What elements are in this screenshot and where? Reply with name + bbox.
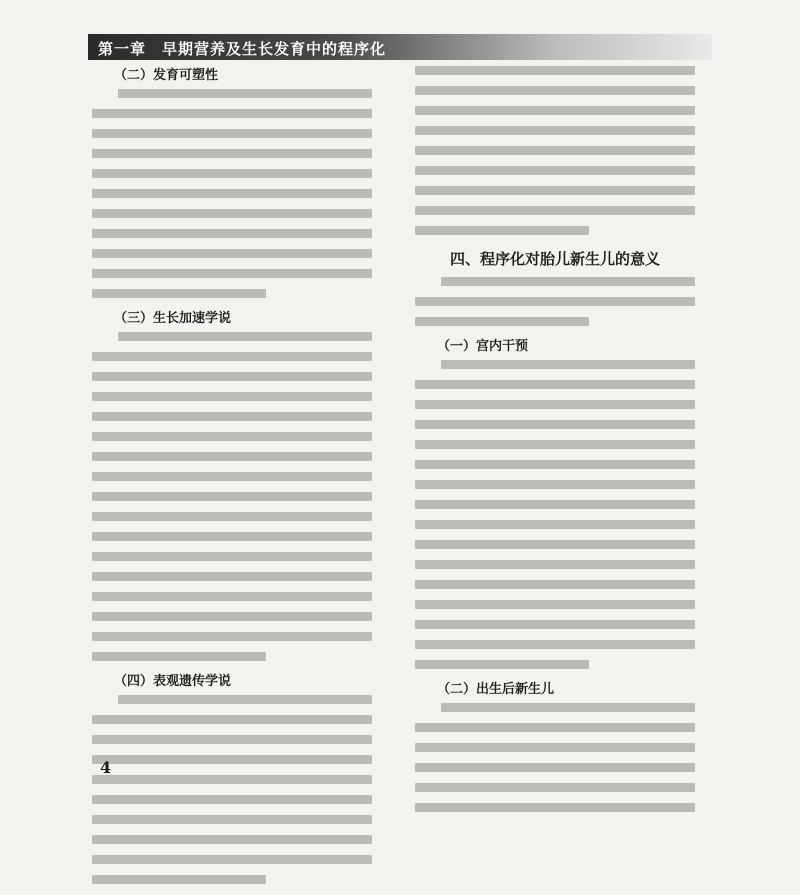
paragraph-text-placeholder	[92, 89, 372, 298]
subheading-epigenetics: （四）表观遗传学说	[114, 674, 232, 689]
paragraph-text-placeholder	[92, 695, 372, 884]
page-number: 4	[100, 758, 112, 777]
paragraph-text-placeholder	[415, 277, 695, 326]
subheading-growth-acceleration: （三）生长加速学说	[114, 311, 232, 326]
paragraph-text-placeholder	[415, 66, 695, 235]
left-column	[92, 66, 372, 895]
subheading-postnatal-newborn: （二）出生后新生儿	[437, 682, 555, 697]
paragraph-text-placeholder	[92, 332, 372, 661]
section-heading-programming-significance: 四、程序化对胎儿新生儿的意义	[449, 250, 660, 268]
subheading-intrauterine-intervention: （一）宫内干预	[437, 339, 529, 354]
right-column	[415, 66, 695, 823]
paragraph-text-placeholder	[415, 703, 695, 812]
paragraph-text-placeholder	[415, 360, 695, 669]
subheading-developmental-plasticity: （二）发育可塑性	[114, 68, 219, 83]
chapter-header-title: 第一章 早期营养及生长发育中的程序化	[98, 40, 387, 58]
